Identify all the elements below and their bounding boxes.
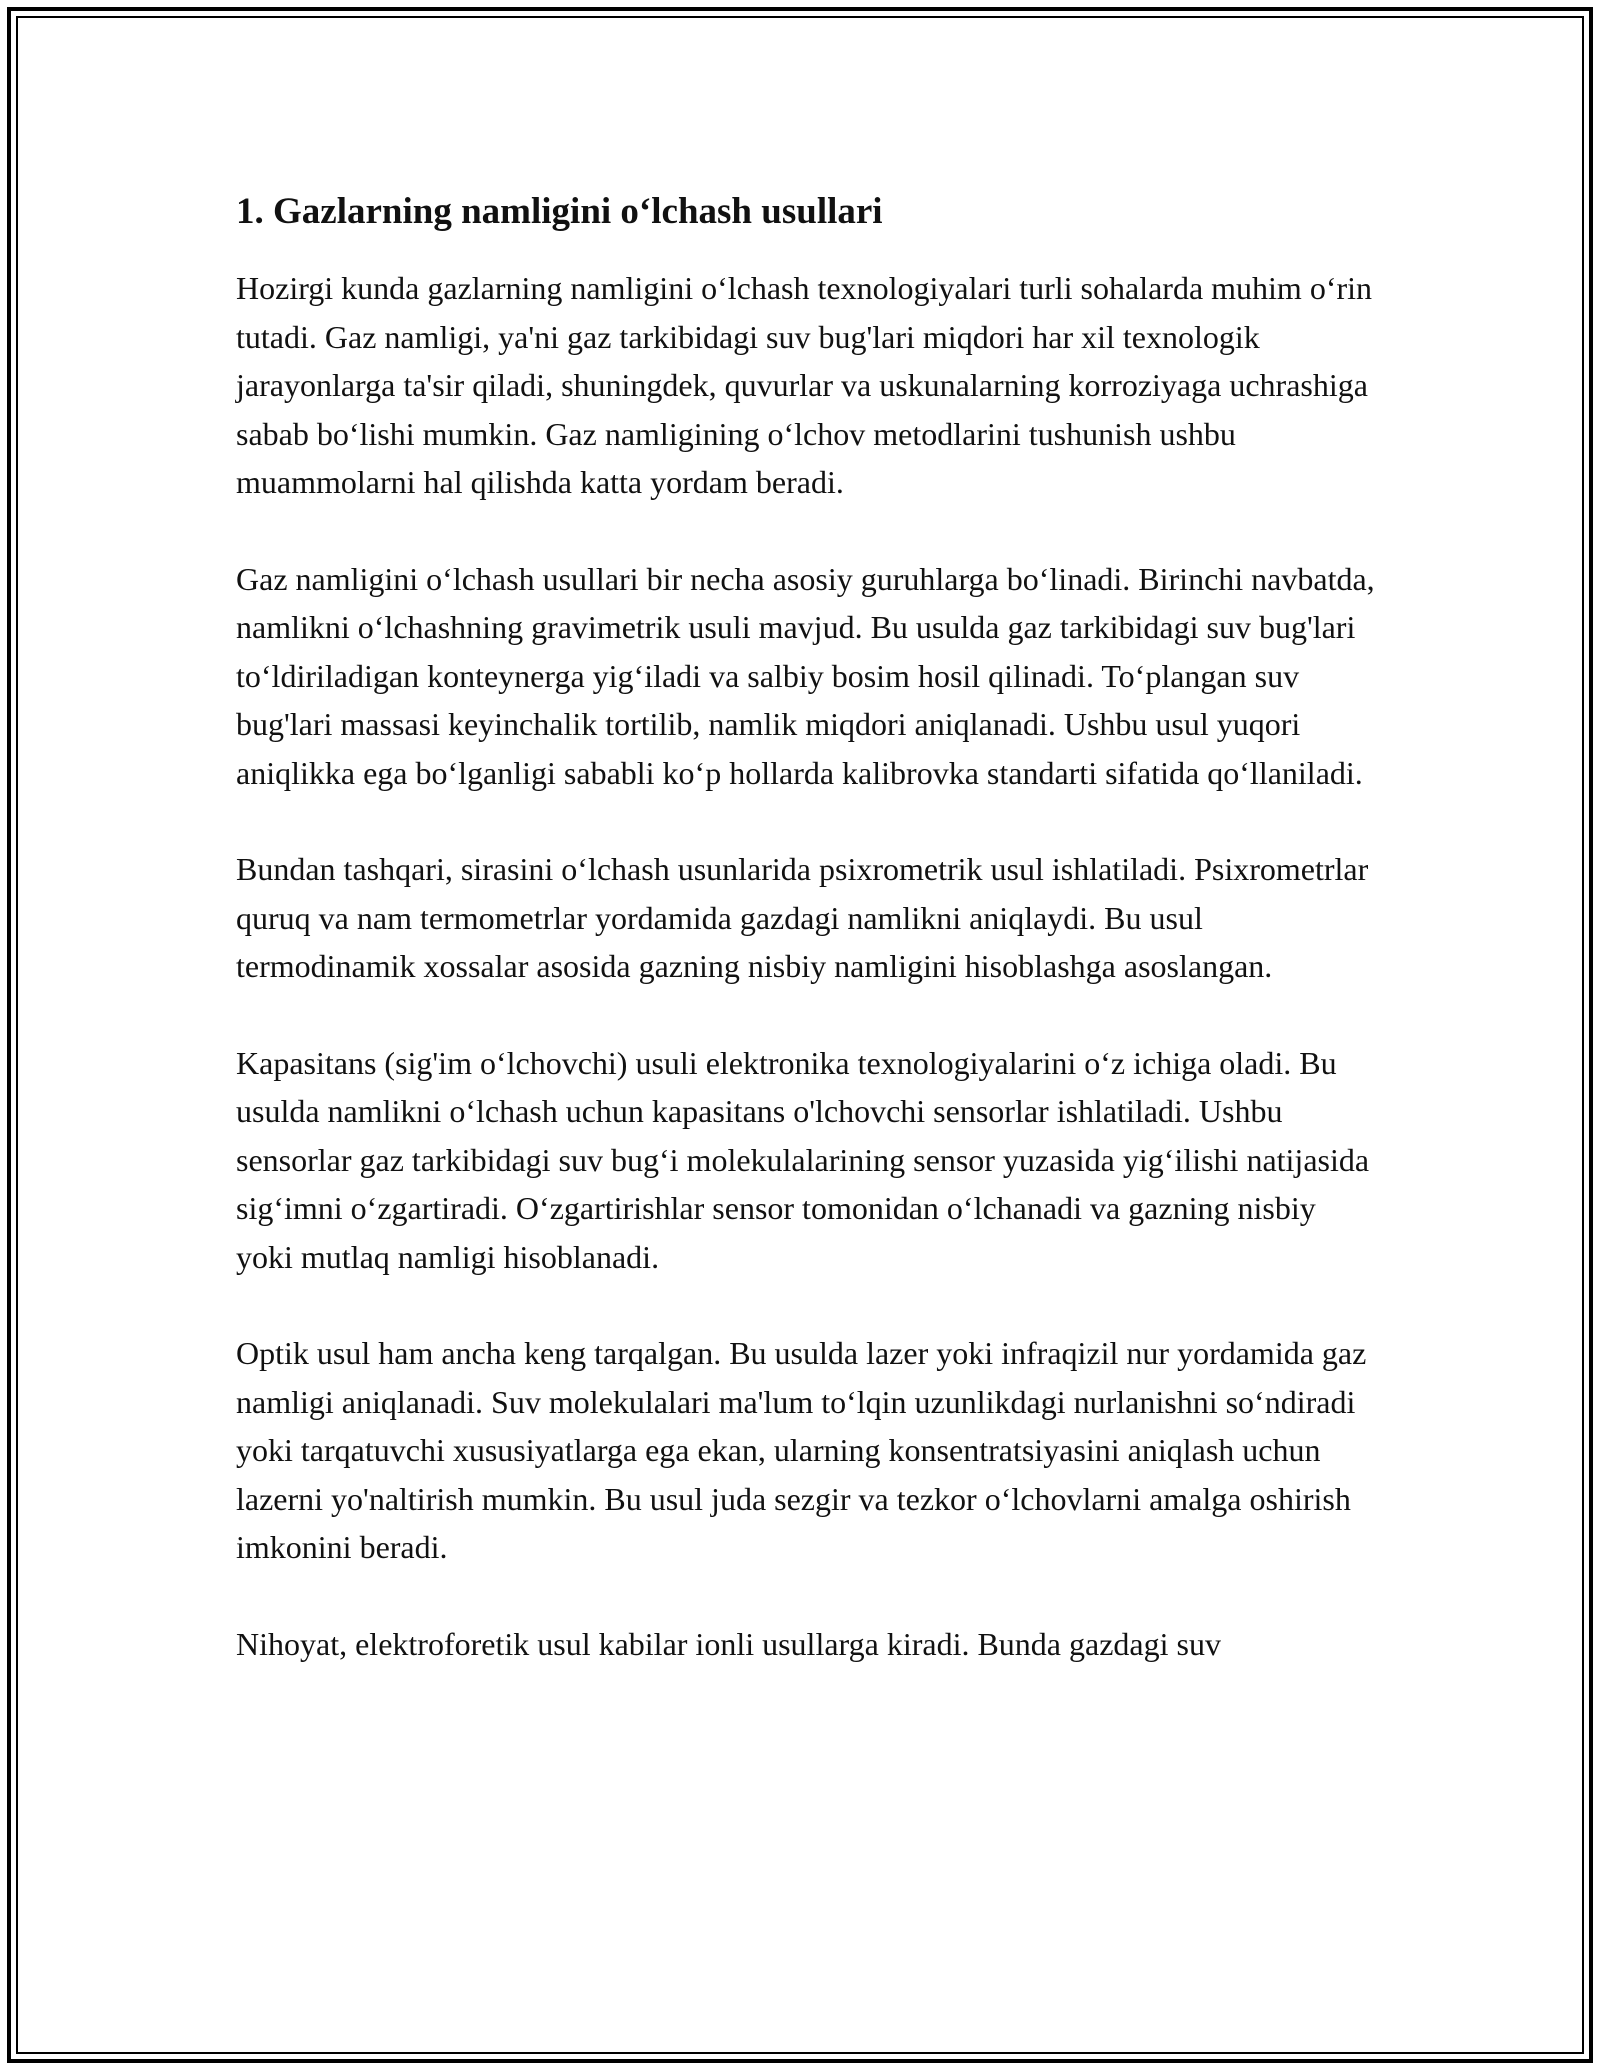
paragraph-optical-method: Optik usul ham ancha keng tarqalgan. Bu usulda lazer yoki infraqizil nur yordamida gaz namligi aniqlanadi. Suv molekulalari ma'lum to‘lqin uzunlikdagi nurlanishni so‘ndiradi yoki tarqatuvchi xususiyatlarga ega ekan, ularning konsentratsiyasini aniqlash uchun lazerni yo'naltirish mumkin. Bu usul juda sezgir va tezkor o‘lchovlarni amalga oshirish imkonini beradi. [236,1335,1367,1565]
paragraph-electrophoretic-method: Nihoyat, elektroforetik usul kabilar ionli usullarga kiradi. Bunda gazdagi suv [236,1625,1221,1662]
paragraph-psychrometric-method: Bundan tashqari, sirasini o‘lchash usunlarida psixrometrik usul ishlatiladi. Psixrometrlar quruq va nam termometrlar yordamida gazdagi namlikni aniqlaydi. Bu usul termodinamik xossalar asosida gazning nisbiy namligini hisoblashga asoslangan. [236,851,1369,984]
paragraph-gravimetric-method: Gaz namligini o‘lchash usullari bir necha asosiy guruhlarga bo‘linadi. Birinchi navbatda, namlikni o‘lchashning gravimetrik usuli mavjud. Bu usulda gaz tarkibidagi suv bug'lari to‘ldiriladigan konteynerga yig‘iladi va salbiy bosim hosil qilinadi. To‘plangan suv bug'lari massasi keyinchalik tortilib, namlik miqdori aniqlanadi. Ushbu usul yuqori aniqlikka ega bo‘lganligi sababli ko‘p hollarda kalibrovka standarti sifatida qo‘llaniladi. [236,560,1375,791]
section-heading: 1. Gazlarning namligini o‘lchash usullari [236,191,883,232]
paragraph-introduction: Hozirgi kunda gazlarning namligini o‘lchash texnologiyalari turli sohalarda muhim o‘rin tutadi. Gaz namligi, ya'ni gaz tarkibidagi suv bug'lari miqdori har xil texnologik jarayonlarga ta'sir qiladi, shuningdek, quvurlar va uskunalarning korroziyaga uchrashiga sabab bo‘lishi mumkin. Gaz namligining o‘lchov metodlarini tushunish ushbu muammolarni hal qilishda katta yordam beradi. [236,270,1373,500]
paragraph-capacitance-method: Kapasitans (sig'im o‘lchovchi) usuli elektronika texnologiyalarini o‘z ichiga oladi. Bu usulda namlikni o‘lchash uchun kapasitans o'lchovchi sensorlar ishlatiladi. Ushbu sensorlar gaz tarkibidagi suv bug‘i molekulalarining sensor yuzasida yig‘ilishi natijasida sig‘imni o‘zgartiradi. O‘zgartirishlar sensor tomonidan o‘lchanadi va gazning nisbiy yoki mutlaq namligi hisoblanadi. [236,1044,1370,1275]
document-page [236,186,1376,1716]
